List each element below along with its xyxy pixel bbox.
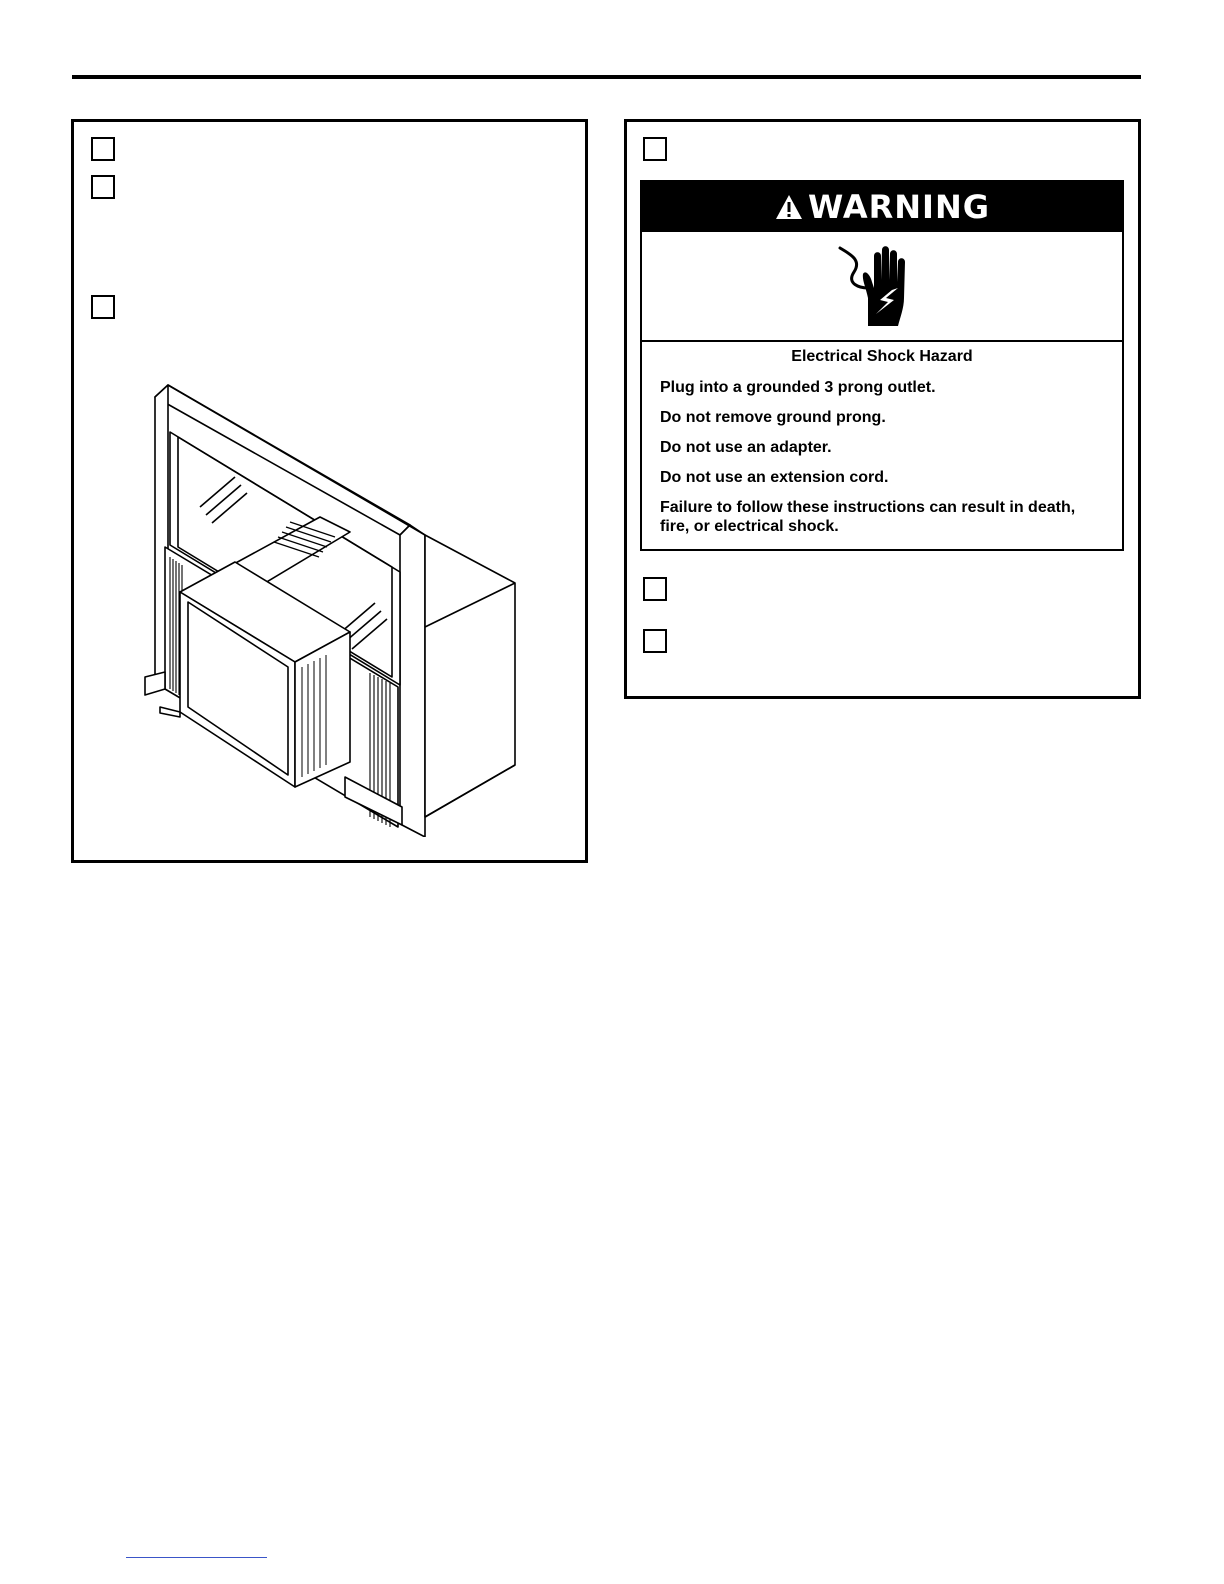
checklist-checkbox-6[interactable]: [643, 629, 667, 653]
warning-icon-zone: [642, 232, 1122, 342]
warning-triangle-icon: [774, 193, 804, 221]
hazard-title: Electrical Shock Hazard: [791, 348, 973, 365]
warning-line: Plug into a grounded 3 prong outlet.: [660, 379, 936, 396]
checklist-checkbox-1[interactable]: [91, 137, 115, 161]
checklist-checkbox-4[interactable]: [643, 137, 667, 161]
warning-box: [640, 180, 1124, 551]
checklist-checkbox-3[interactable]: [91, 295, 115, 319]
warning-line: Failure to follow these instructions can result in death, fire, or electrical shock.: [660, 499, 1076, 535]
checklist-checkbox-5[interactable]: [643, 577, 667, 601]
warning-line: Do not remove ground prong.: [660, 409, 886, 426]
electrical-shock-hand-icon: [832, 240, 922, 330]
warning-title: WARNING: [808, 188, 990, 226]
checklist-checkbox-2[interactable]: [91, 175, 115, 199]
footer-link-underline: [126, 1557, 267, 1558]
warning-body: [642, 342, 1122, 536]
top-rule: [72, 75, 1141, 79]
warning-line: Do not use an adapter.: [660, 439, 832, 456]
warning-header: [642, 182, 1122, 232]
checklist-panel-left: [71, 119, 588, 863]
warning-line: Do not use an extension cord.: [660, 469, 889, 486]
checklist-panel-right: [624, 119, 1141, 699]
air-conditioner-illustration: [140, 377, 530, 837]
